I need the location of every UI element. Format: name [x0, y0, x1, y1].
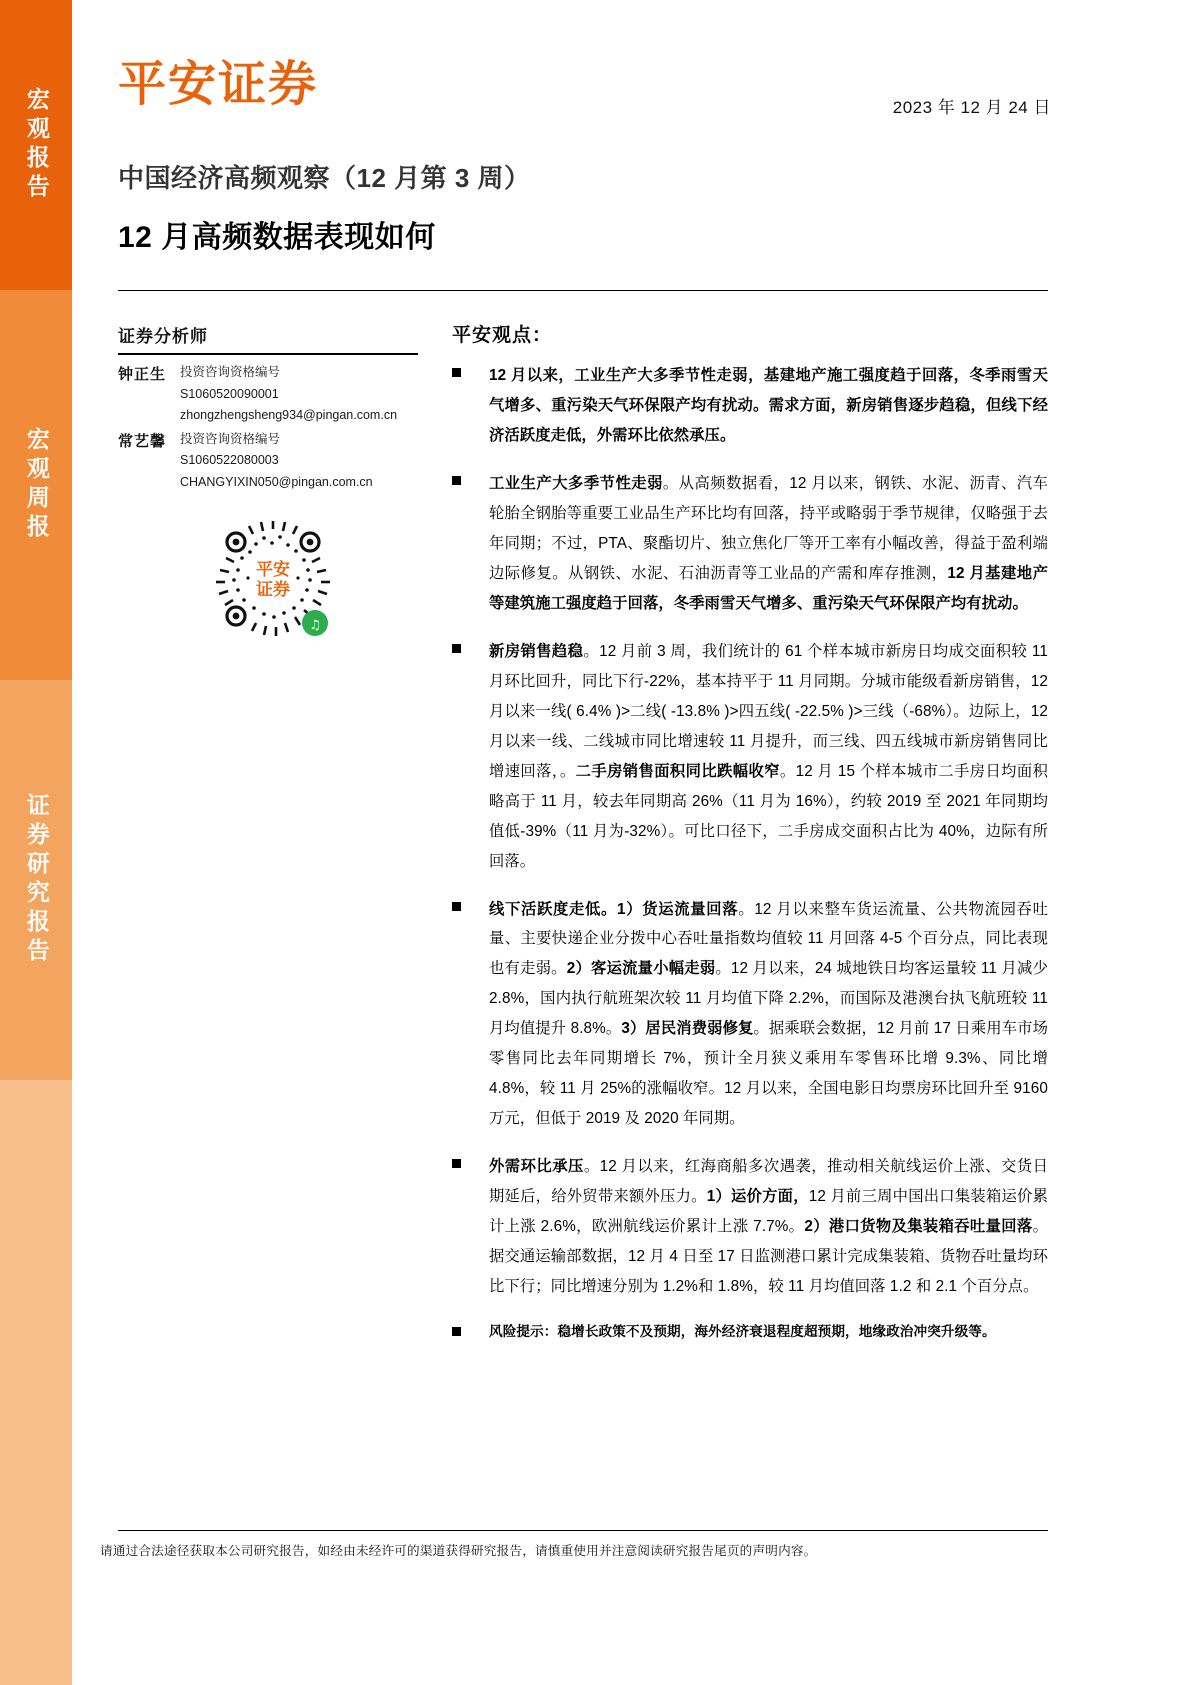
analyst-divider — [118, 353, 418, 355]
qr-center-label-line2: 证券 — [256, 580, 290, 600]
analyst-section-heading: 证券分析师 — [118, 327, 208, 346]
qr-code-graphic — [212, 518, 334, 640]
page-title: 12 月高频数据表现如何 — [118, 221, 436, 254]
report-date: 2023 年 12 月 24 日 — [892, 98, 1051, 117]
bullet-risk-warning — [452, 1320, 1048, 1344]
bullet-offline-activity-text: 线下活跃度走低。1）货运流量回落。12 月以来整车货运流量、公共物流园吞吐量、主要快递企业分拨中心吞吐量指数均值较 11 月回落 4-5 个百分点，同比表现也有走弱。2）客运流量小幅走弱。12 月以来，24 城地铁日均客运量较 11 月减少 2.8%，国内执行航班架次较 11 月均值下降 2.2%，而国际及港澳台执飞航班较 11 月均值提升 8.8%。3）居民消费弱修复。据乘联会数据，12 月前 17 日乘用车市场零售同比去年同期增长 7%，预计全月狭义乘用车零售环比增 9.3%、同比增 4.8%，较 11 月 25%的涨幅收窄。12 月以来，全国电影日均票房环比回升至 9160 万元，但低于 2019 及 2020 年同期。 — [489, 900, 1048, 1128]
footer-divider — [118, 1530, 1048, 1531]
analyst-qualification-label: 投资咨询资格编号 — [180, 365, 281, 379]
bullet-new-home-sales-text: 新房销售趋稳。12 月前 3 周，我们统计的 61 个样本城市新房日均成交面积较 11 月环比回升，同比下行-22%，基本持平于 11 月同期。分城市能级看新房销售，12 月以来一线( 6.4% )>二线( -13.8% )>四五线( -22.5% )>三线（-68%）。边际上，12 月以来一线、二线城市同比增速较 11 月提升，而三线、四五线城市新房销售同比增速回落，。二手房销售面积同比跌幅收窄。12 月 15 个样本城市二手房日均面积略高于 11 月，较去年同期高 26%（11 月为 16%），约较 2019 至 2021 年同期均值低-39%（11 月为-32%）。可比口径下，二手房成交面积占比为 40%，边际有所回落。 — [489, 642, 1048, 870]
analyst-qualification-label: 投资咨询资格编号 — [180, 431, 281, 446]
analyst-details — [180, 429, 373, 494]
spine-label-macro-report: 宏观报告 — [23, 87, 50, 203]
bullet-summary — [452, 361, 1048, 451]
bullet-square-icon — [452, 644, 461, 653]
bullet-square-icon — [452, 476, 461, 485]
left-spine — [0, 0, 72, 1685]
report-subtitle: 中国经济高频观察（12 月第 3 周） — [118, 163, 531, 193]
spine-block-filler — [0, 1080, 72, 1685]
analyst-details — [180, 362, 397, 427]
bullet-risk-warning-text: 风险提示：稳增长政策不及预期，海外经济衰退程度超预期，地缘政治冲突升级等。 — [489, 1324, 996, 1340]
analyst-email[interactable]: zhongzhengsheng934@pingan.com.cn — [180, 408, 398, 422]
bullet-new-home-sales — [452, 637, 1048, 877]
pingan-view-heading: 平安观点： — [452, 325, 553, 346]
bullet-external-demand-text: 外需环比承压。12 月以来，红海商船多次遇袭，推动相关航线运价上涨、交货日期延后，给外贸带来额外压力。1）运价方面，12 月前三周中国出口集装箱运价累计上涨 2.6%，欧洲航线运价累计上涨 7.7%。2）港口货物及集装箱吞吐量回落。据交通运输部数据，12 月 4 日至 17 日监测港口累计完成集装箱、货物吞吐量均环比下行；同比增速分别为 1.2%和 1.8%，较 11 月均值回落 1.2 和 2.1 个百分点。 — [489, 1158, 1049, 1296]
main-content — [452, 320, 1048, 1363]
bullet-square-icon — [452, 368, 461, 377]
svg-text:♫: ♫ — [309, 618, 321, 633]
bullet-square-icon — [452, 1327, 461, 1336]
analyst-license-number: S1060520090001 — [180, 386, 279, 401]
analyst-name: 常艺馨 — [118, 432, 167, 450]
header-divider — [118, 290, 1048, 291]
analyst-email[interactable]: CHANGYIXIN050@pingan.com.cn — [180, 474, 373, 489]
analyst-entry — [118, 362, 418, 427]
pingan-securities-logo: 平安证券 — [118, 56, 319, 112]
bullet-industrial-production-text: 工业生产大多季节性走弱。从高频数据看，12 月以来，钢铁、水泥、沥青、汽车轮胎全钢胎等重要工业品生产环比均有回落，持平或略弱于季节规律，仅略强于去年同期；不过，PTA、聚酯切片、独立焦化厂等开工率有小幅改善，得益于盈利端边际修复。从钢铁、水泥、石油沥青等工业品的产需和库存推测，12 月基建地产等建筑施工强度趋于回落，冬季雨雪天气增多、重污染天气环保限产均有扰动。 — [489, 474, 1048, 612]
bullet-industrial-production — [452, 469, 1048, 619]
bullet-square-icon — [452, 1159, 461, 1168]
analyst-entry — [118, 429, 418, 494]
analyst-name: 钟正生 — [118, 366, 167, 383]
analyst-column — [118, 322, 418, 495]
footer-disclaimer: 请通过合法途径获取本公司研究报告，如经由未经许可的渠道获得研究报告，请慎重使用并注意阅读研究报告尾页的声明内容。 — [100, 1544, 817, 1558]
bullet-summary-text: 12 月以来，工业生产大多季节性走弱，基建地产施工强度趋于回落，冬季雨雪天气增多、重污染天气环保限产均有扰动。需求方面，新房销售逐步趋稳，但线下经济活跃度走低，外需环比依然承压。 — [489, 367, 1048, 444]
spine-block-macro-weekly — [0, 290, 72, 680]
qr-code[interactable] — [212, 518, 334, 640]
qr-center-label-line1: 平安 — [256, 560, 290, 580]
analyst-license-number: S1060522080003 — [180, 453, 279, 467]
bullet-external-demand — [452, 1152, 1048, 1302]
spine-label-macro-weekly: 宏观周报 — [23, 427, 50, 543]
spine-block-macro-report — [0, 0, 72, 290]
bullet-offline-activity — [452, 895, 1048, 1135]
spine-label-research-report: 证券研究报告 — [23, 793, 50, 967]
spine-block-research-report — [0, 680, 72, 1080]
bullet-square-icon — [452, 902, 461, 911]
